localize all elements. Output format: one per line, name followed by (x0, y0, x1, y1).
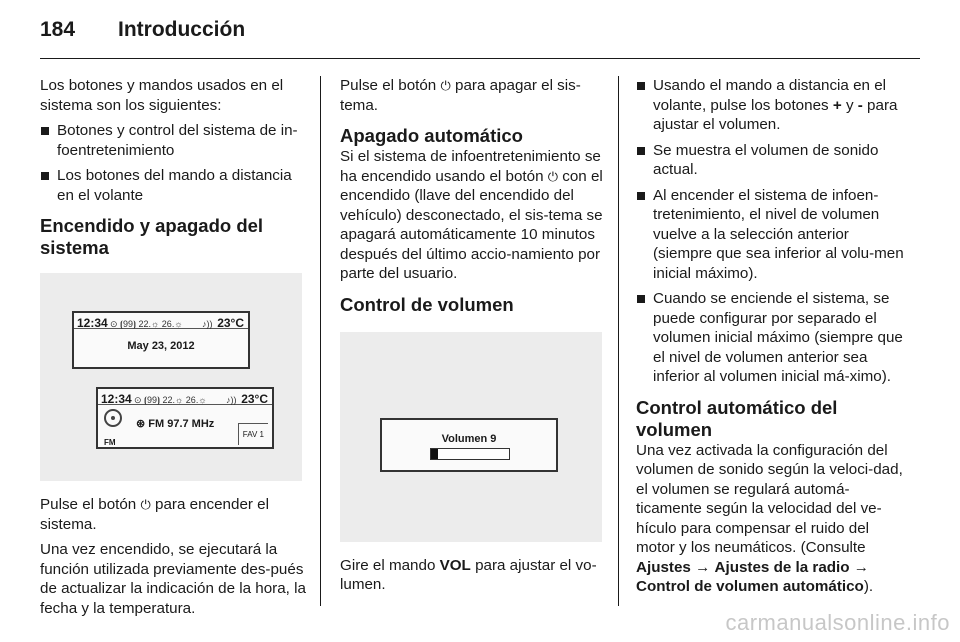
station-frequency: ⊛ FM 97.7 MHz (136, 418, 215, 430)
band-label: FM (104, 438, 116, 447)
list-item (636, 76, 906, 135)
list-item: Al encender el sistema de infoen-tretenimiento, el nivel de volumen vuelve a la selección anterior (siempre que sea inferior al volu-men inicial máximo). (636, 186, 906, 284)
home-display (72, 311, 250, 369)
column-divider-1 (320, 76, 321, 606)
power-on-detail: Una vez encendido, se ejecutará la función utilizada previamente des-pués de actualizar la indicación de la hora, la fecha y la temperatura. (40, 541, 306, 617)
watermark: carmanualsonline.info (725, 610, 950, 635)
clock: 12:34 (101, 392, 132, 406)
status-icons: ⊙ ⦗99⦘ 22.☼ 26.☼ (110, 319, 183, 329)
favourites-label: FAV 1 (238, 423, 268, 446)
radio-icon (104, 409, 122, 427)
volume-display (380, 418, 558, 472)
status-bar (98, 389, 272, 405)
section-heading-auto-volume: Control automático del volumen (636, 396, 838, 440)
plus-key: + (832, 96, 842, 114)
text-run: para encender el sistema. (40, 496, 269, 533)
volume-list (636, 76, 906, 387)
power-on-paragraph (40, 495, 308, 534)
text-run: Usando el mando a distancia en el volante, pulse los botones (653, 77, 887, 114)
date-display: May 23, 2012 (127, 340, 195, 352)
column-1 (40, 76, 308, 624)
volume-bar (430, 448, 510, 460)
text-run: Gire el mando (340, 556, 440, 574)
power-icon: ⏻ (440, 78, 451, 93)
text-run: Si el sistema de infoentretenimiento se ha encendido usando el botón (340, 148, 601, 185)
power-icon: ⏻ (140, 497, 151, 512)
list-item: Se muestra el volumen de sonido actual. (636, 141, 906, 180)
intro-paragraph: Los botones y mandos usados en el sistema son los siguientes: (40, 77, 284, 114)
column-3 (636, 76, 906, 603)
volume-knob-paragraph (340, 556, 606, 595)
column-divider-2 (618, 76, 619, 606)
clock: 12:34 (77, 316, 108, 330)
vol-knob-label: VOL (439, 556, 471, 574)
menu-path-radio-settings: Ajustes de la radio (714, 558, 850, 576)
audio-icon: ♪)) (226, 395, 237, 405)
temperature: 23°C (241, 392, 268, 406)
menu-path-auto-volume: Control de volumen automático (636, 578, 864, 595)
text-run: Pulse el botón (340, 77, 441, 94)
display-figure (40, 273, 302, 481)
radio-display (96, 387, 274, 449)
text-run: ). (863, 578, 874, 595)
section-heading-volume: Control de volumen (340, 293, 514, 315)
text-run: para ajustar el vo-lumen. (340, 556, 597, 593)
list-item: Los botones del mando a distancia en el volante (40, 166, 308, 205)
auto-volume-paragraph (636, 441, 906, 597)
power-off-paragraph (340, 76, 606, 115)
volume-figure (340, 332, 602, 542)
text-run: con el encendido (llave del encendido del vehículo) desconectado, el sis-tema se apagará automáticamente 10 minutos después del último accio-namiento por parte del usuario. (340, 167, 603, 282)
section-heading-power: Encendido y apagado del sistema (40, 215, 264, 258)
auto-off-paragraph (340, 147, 606, 284)
section-heading-auto-off: Apagado automático (340, 125, 523, 146)
arrow-icon: → (690, 558, 715, 576)
page-header (40, 18, 920, 58)
controls-list (40, 121, 308, 205)
list-item: Botones y control del sistema de in-foentretenimiento (40, 121, 308, 160)
column-2 (340, 76, 606, 601)
power-icon: ⏻ (547, 168, 559, 184)
text-run: y (841, 96, 858, 114)
volume-bar-fill (431, 449, 438, 459)
chapter-title: Introducción (118, 18, 246, 41)
temperature: 23°C (217, 316, 244, 330)
page-number: 184 (40, 18, 76, 41)
header-divider (40, 58, 920, 59)
text-run: Pulse el botón (40, 496, 141, 513)
minus-key: - (857, 96, 863, 114)
text-run: Una vez activada la configuración del volumen de sonido según la veloci-dad, el volumen se regulará automá-ticamente según la velocidad del ve-hículo para compensar el ruido del motor y los neumáticos. (Consulte (636, 441, 903, 556)
arrow-icon: → (849, 558, 869, 576)
volume-label: Volumen 9 (441, 432, 497, 445)
list-item: Cuando se enciende el sistema, se puede configurar por separado el volumen inicial máximo (siempre que el nivel de volumen anterior sea inferior al volumen inicial má-ximo). (636, 289, 906, 387)
menu-path-settings: Ajustes (636, 558, 691, 576)
status-icons: ⊙ ⦗99⦘ 22.☼ 26.☼ (134, 395, 207, 405)
status-bar (74, 313, 248, 329)
audio-icon: ♪)) (202, 319, 213, 329)
text-run: para ajustar el volumen. (653, 96, 898, 133)
text-run: para apagar el sis-tema. (340, 77, 581, 114)
